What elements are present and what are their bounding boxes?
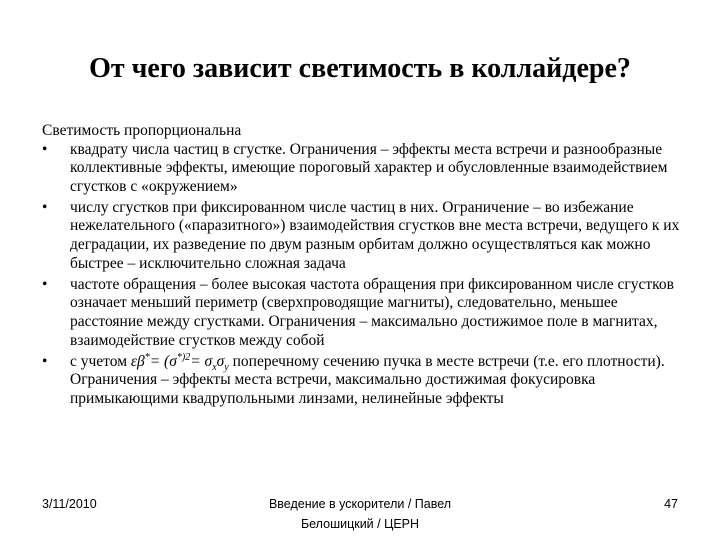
formula-sup: *)2 [176, 351, 191, 363]
footer-author [230, 494, 490, 534]
bullet-item [42, 276, 682, 350]
bullet-text-prefix: с учетом [70, 352, 131, 370]
formula-sub: x [212, 361, 217, 373]
bullet-text: квадрату числа частиц в сгустке. Ограничения – эффекты места встречи и разнообразные коллективные эффекты, имеющие пороговый характер и обусловленные взаимодействием сгустков с «окружением» [70, 140, 668, 195]
slide-body [42, 122, 682, 411]
bullet-icon: • [42, 275, 48, 293]
formula-part: σ [216, 352, 225, 370]
intro-text: Светимость пропорциональна [42, 122, 242, 139]
bullet-text-suffix: поперечному сечению пучка в месте встречи (т.е. его плотности). Ограничения – эффекты места встречи, максимально достижимая фокусировка примыкающими квадрупольными линзами, нелинейные эффекты [70, 352, 665, 407]
formula-part: εβ [130, 352, 145, 370]
formula [130, 351, 229, 373]
bullet-item [42, 199, 682, 273]
bullet-icon: • [42, 140, 48, 158]
bullet-icon: • [42, 198, 48, 216]
formula-sub: y [224, 361, 229, 373]
slide-title: От чего зависит светимость в коллайдере? [89, 53, 631, 84]
bullet-text: числу сгустков при фиксированном числе частиц в них. Ограничение – во избежание нежелательного («паразитного») взаимодействия сгустков вне места встречи, ведущего к их деградации, их разведение по двум разным орбитам должно осуществляться как можно быстрее – исключительно сложная задача [70, 198, 680, 272]
formula-sup: * [144, 351, 150, 363]
footer-author-line: Белошицкий / ЦЕРН [300, 517, 420, 531]
page-number: 47 [664, 497, 678, 511]
footer-date: 3/11/2010 [42, 497, 97, 511]
bullet-item [42, 141, 682, 197]
footer-author-line: Введение в ускорители / Павел [268, 497, 452, 511]
formula-part: = σ [190, 352, 213, 370]
bullet-item [42, 353, 682, 409]
formula-part: = (σ [149, 352, 177, 370]
bullet-text: частоте обращения – более высокая частота обращения при фиксированном числе сгустков означает меньший периметр (сверхпроводящие магниты), следовательно, меньшее расстояние между сгустками. Ограничения – максимально достижимое поле в магнитах, взаимодействие сгустков между собой [70, 275, 674, 349]
bullet-icon: • [42, 352, 48, 370]
bullet-list [42, 141, 682, 409]
